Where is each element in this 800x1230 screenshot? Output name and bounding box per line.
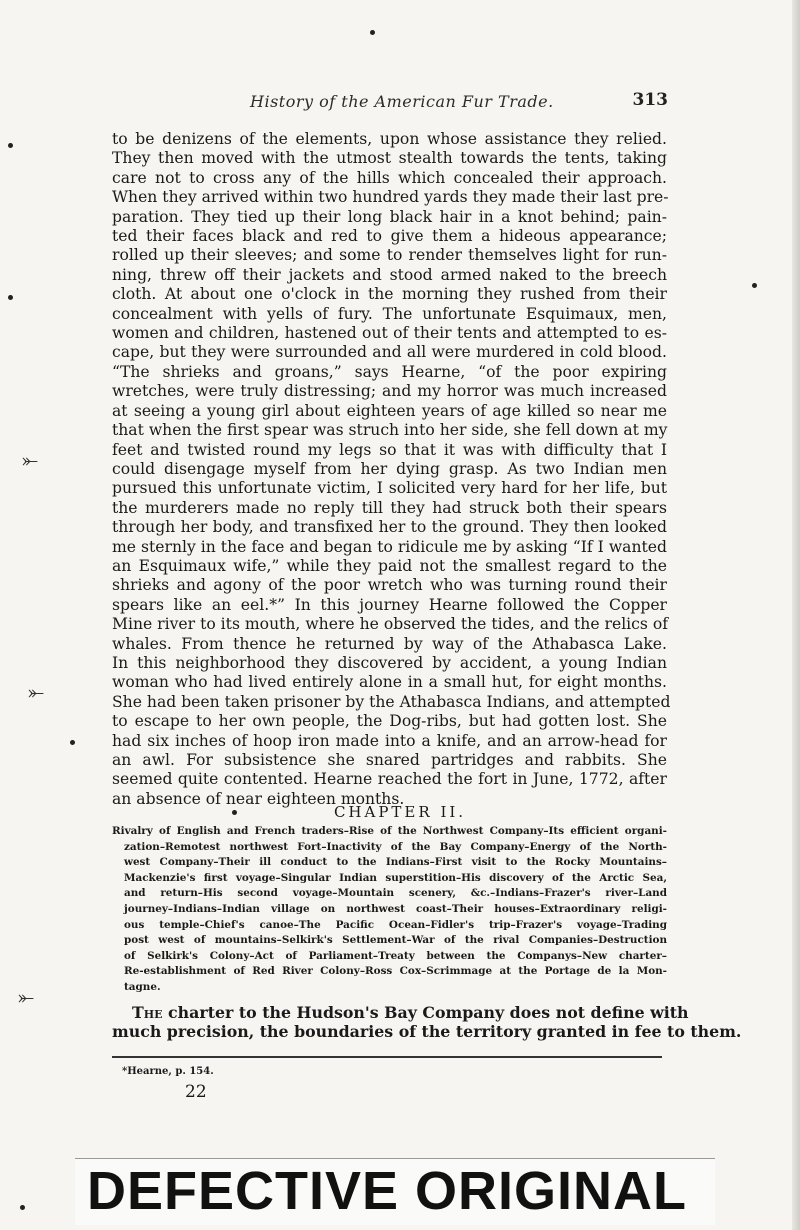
synopsis-line: west Company–Their ill conduct to the Indians–First visit to the Rocky Mountains– [124,856,667,869]
body-line: me sternly in the face and began to ridicule me by asking “If I wanted [112,537,667,556]
body-line: ted their faces black and red to give them a hideous appearance; [112,227,667,246]
body-line: ning, threw off their jackets and stood armed naked to the breech [112,265,667,284]
synopsis-line: post west of mountains–Selkirk's Settlement–War of the rival Companies–Destruction [124,934,667,947]
body-line: cloth. At about one o'clock in the morning they rushed from their [112,285,667,304]
scan-blot-icon: ⤜ [28,680,44,704]
body-line: woman who had lived entirely alone in a small hut, for eight months. [112,673,667,692]
defective-original-stamp: DEFECTIVE ORIGINAL [87,1161,688,1221]
body-line: When they arrived within two hundred yards they made their last pre- [112,188,669,207]
body-line: an awl. For subsistence she snared partridges and rabbits. She [112,751,667,769]
body-line: feet and twisted round my legs so that it was with difficulty that I [112,440,667,459]
body-line: paration. They tied up their long black hair in a knot behind; pain- [112,207,667,226]
running-header [110,92,670,116]
scan-speck [752,283,757,288]
body-line: Mine river to its mouth, where he observed the tides, and the relics of [112,615,669,634]
synopsis-line: tagne. [124,980,161,993]
opening-line-2: much precision, the boundaries of the territory granted in fee to them. [112,1022,742,1041]
body-line: care not to cross any of the hills which concealed their approach. [112,168,667,187]
body-line: an Esquimaux wife,” while they paid not the smallest regard to the [112,556,667,575]
body-line: at seeing a young girl about eighteen years of age killed so near me [112,401,667,420]
opening-word: The [132,1003,163,1022]
page-number: 313 [632,90,668,110]
body-line: seemed quite contented. Hearne reached the fort in June, 1772, after [112,770,667,789]
body-line: wretches, were truly distressing; and my horror was much increased [112,382,667,401]
body-line: pursued this unfortunate victim, I solicited very hard for her life, but [112,479,667,498]
synopsis-line: Re-establishment of Red River Colony–Ross Cox–Scrimmage at the Portage de la Mon- [124,965,667,978]
body-line: whales. From thence he returned by way of the Athabasca Lake. [112,634,667,653]
body-line: They then moved with the utmost stealth towards the tents, taking [112,149,667,168]
body-line: the murderers made no reply till they had struck both their spears [112,498,667,517]
synopsis-line: ous temple–Chief's canoe–The Pacific Ocean–Fidler's trip–Frazer's voyage–Trading [124,918,667,931]
footnote: *Hearne, p. 154. [122,1066,214,1077]
synopsis-line: of Selkirk's Colony–Act of Parliament–Treaty between the Companys–New charter– [124,949,667,962]
signature-mark: 22 [185,1082,207,1102]
body-text [112,130,671,809]
synopsis-line: Mackenzie's first voyage–Singular Indian superstition–His discovery of the Arctic Sea, [124,871,667,884]
scan-speck [8,143,13,148]
body-line: to be denizens of the elements, upon whose assistance they relied. [112,130,667,148]
running-title: History of the American Fur Trade. [250,92,554,111]
body-line: “The shrieks and groans,” says Hearne, “of the poor expiring [112,362,667,381]
scan-blot-icon: ⤜ [18,985,34,1009]
opening-text: charter to the Hudson's Bay Company does not define with [162,1003,689,1022]
scan-speck [370,30,375,35]
synopsis-line: and return–His second voyage–Mountain scenery, &c.–Indians–Frazer's river–Land [124,887,667,900]
scan-speck [20,1205,25,1210]
synopsis-line: journey–Indians–Indian village on northwest coast–Their houses–Extraordinary religi- [124,902,667,915]
synopsis-line: Rivalry of English and French traders–Rise of the Northwest Company–Its efficient organi- [112,825,667,837]
scan-speck [70,740,75,745]
body-line: had six inches of hoop iron made into a knife, and an arrow-head for [112,731,667,750]
body-line: to escape to her own people, the Dog-ribs, but had gotten lost. She [112,712,667,731]
footnote-rule [112,1056,662,1058]
body-line: through her body, and transfixed her to the ground. They then looked [112,518,667,537]
chapter-synopsis [112,824,667,996]
scan-speck [8,295,13,300]
body-line: shrieks and agony of the poor wretch who was turning round their [112,576,667,595]
body-line: could disengage myself from her dying grasp. As two Indian men [112,459,667,478]
scan-blot-icon: ⤜ [22,448,38,472]
body-line: an absence of near eighteen months. [112,789,405,808]
chapter-opening-paragraph [112,1003,742,1041]
body-line: rolled up their sleeves; and some to render themselves light for run- [112,246,667,265]
body-line: concealment with yells of fury. The unfortunate Esquimaux, men, [112,304,667,323]
body-line: women and children, hastened out of their tents and attempted to es- [112,324,667,343]
body-line: that when the first spear was struch into her side, she fell down at my [112,421,668,440]
body-line: In this neighborhood they discovered by accident, a young Indian [112,653,667,672]
page-edge [792,0,800,1230]
synopsis-line: zation–Remotest northwest Fort–Inactivity of the Bay Company–Energy of the North- [124,840,667,853]
body-line: spears like an eel.*” In this journey Hearne followed the Copper [112,595,667,614]
chapter-heading: CHAPTER II. [333,803,467,821]
body-line: cape, but they were surrounded and all were murdered in cold blood. [112,343,667,362]
body-line: She had been taken prisoner by the Athabasca Indians, and attempted [112,692,671,711]
